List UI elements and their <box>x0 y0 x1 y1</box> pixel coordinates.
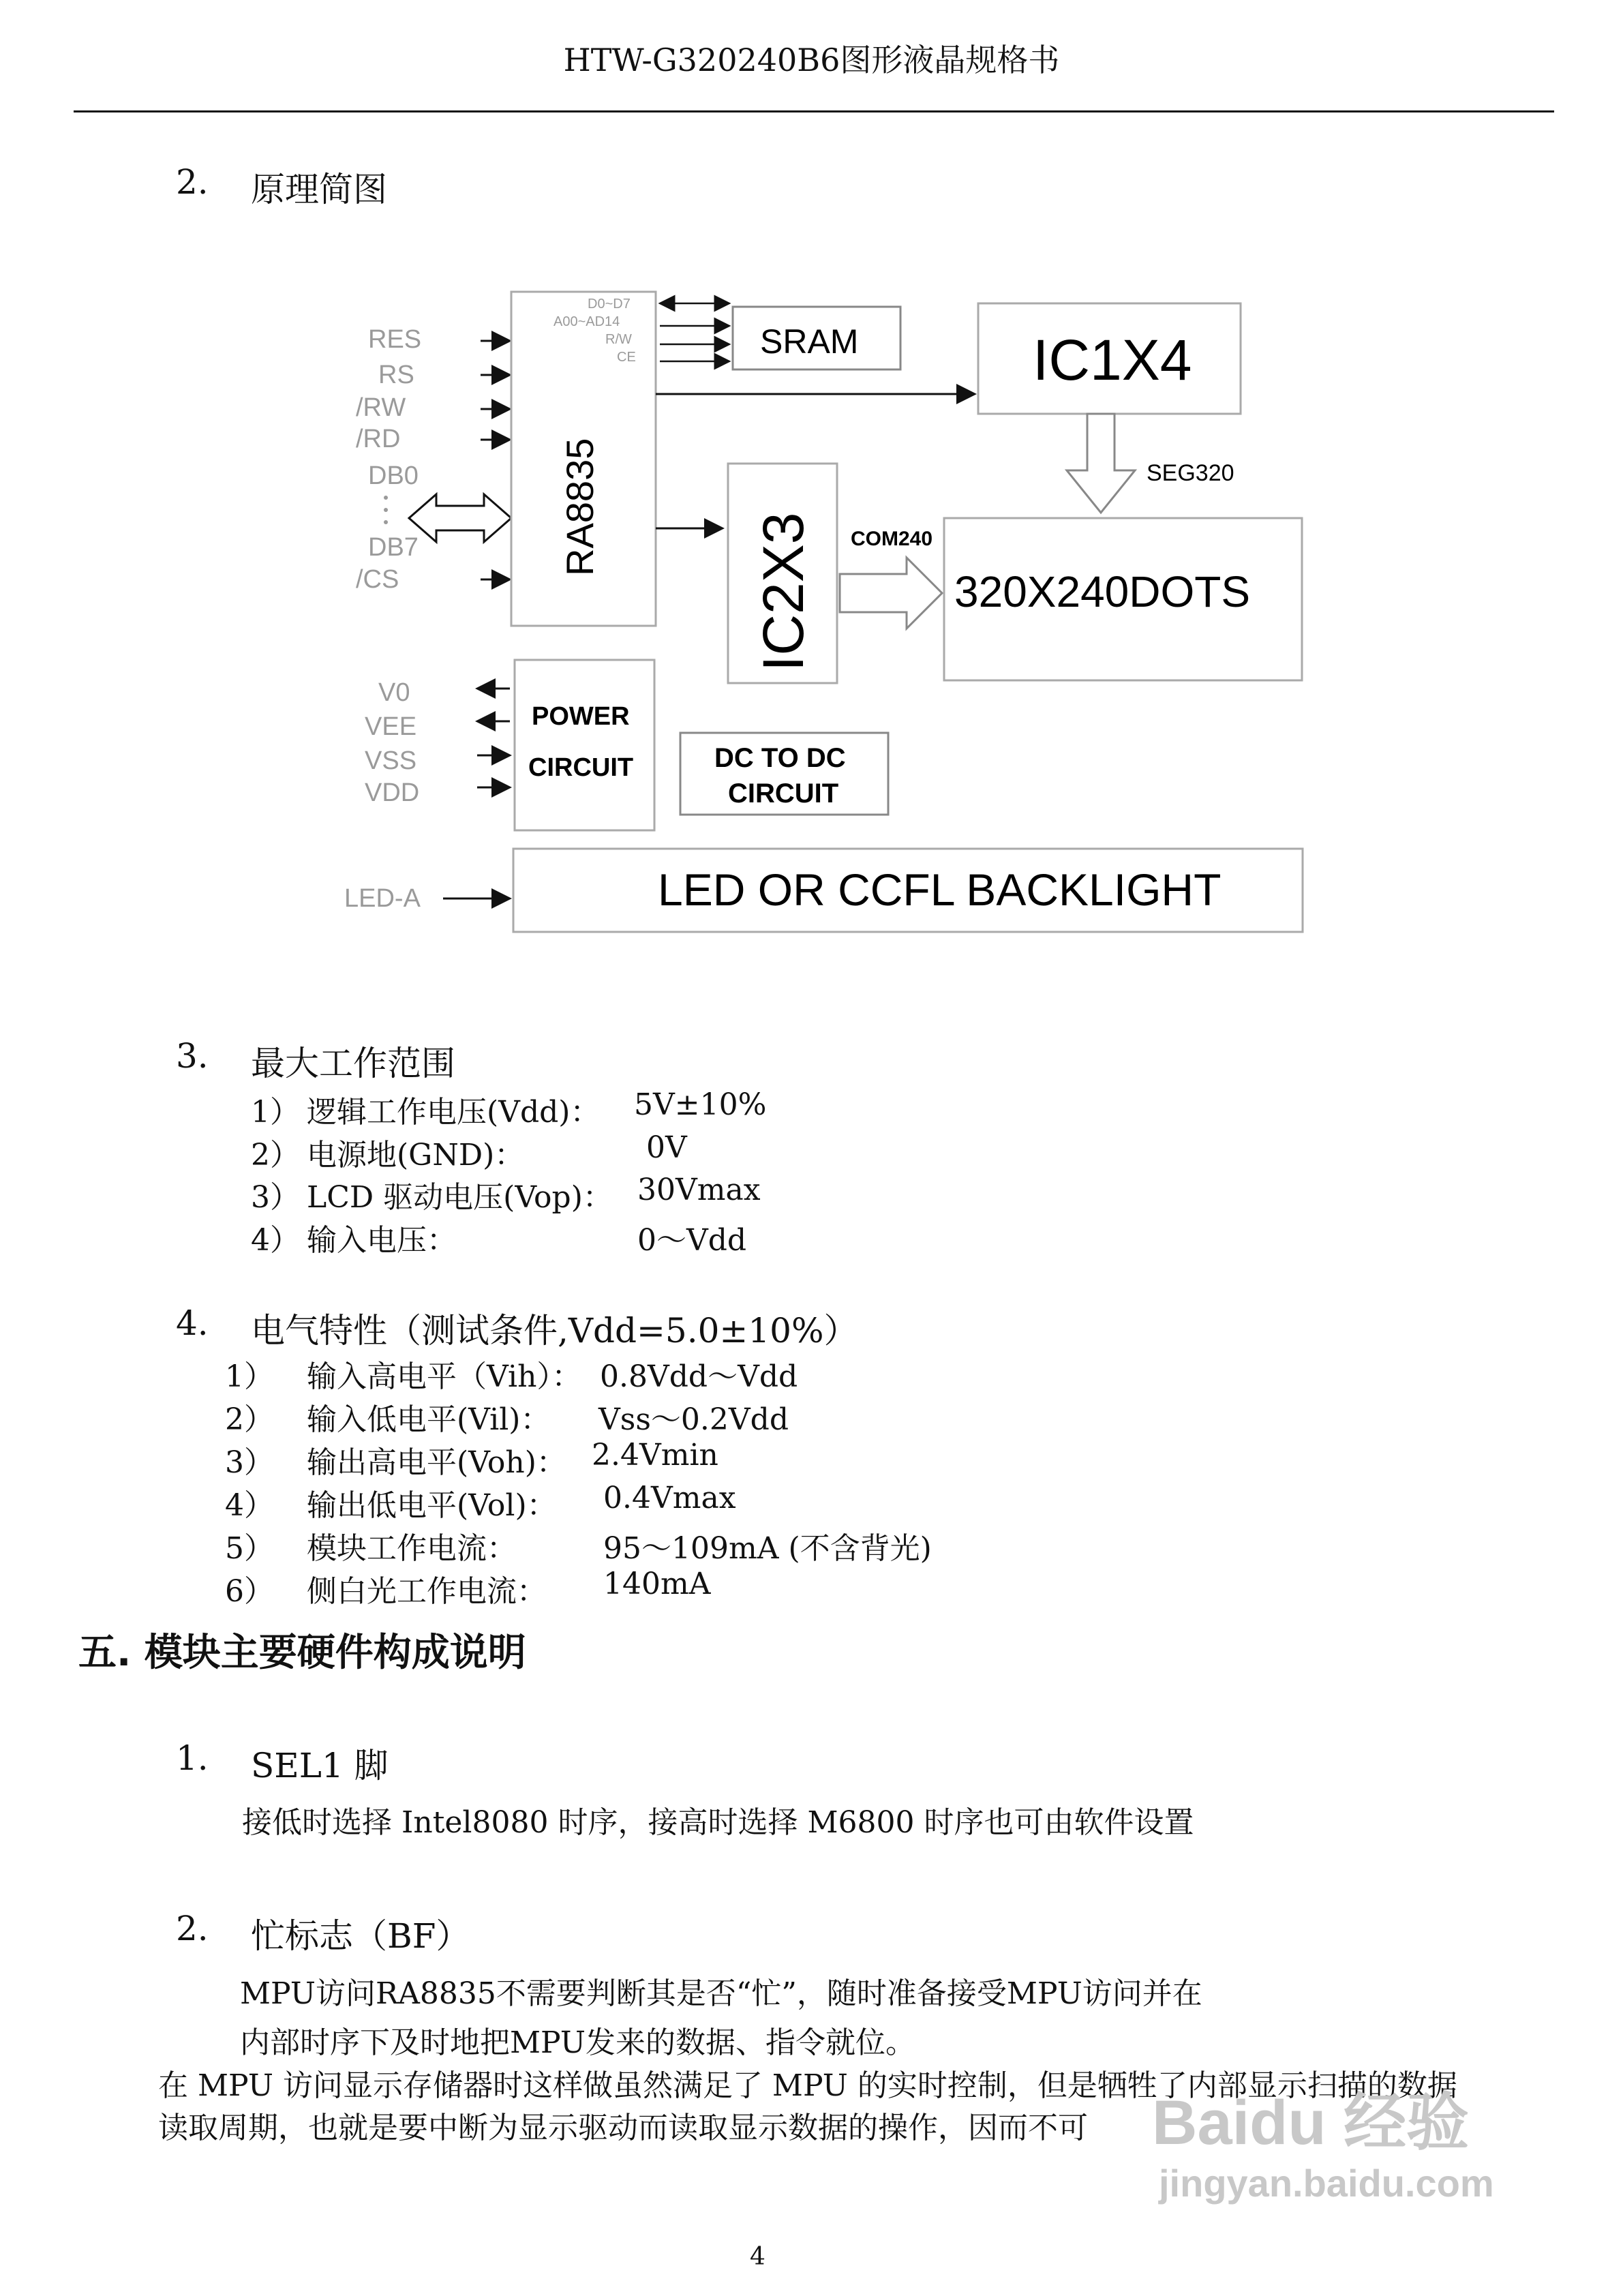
ch5-sub1-number: 1. <box>176 1738 209 1778</box>
bus-label-address: A00~AD14 <box>553 314 620 329</box>
s4-item-label: 侧白光工作电流： <box>307 1574 547 1609</box>
s4-item-label: 输入低电平(Vil)： <box>307 1402 551 1437</box>
signal-vss: VSS <box>365 746 417 775</box>
backlight-label: LED OR CCFL BACKLIGHT <box>658 864 1222 915</box>
power-label-1: POWER <box>532 702 630 731</box>
signal-rd: /RD <box>356 425 401 453</box>
ch5-sub2-line3: 在 MPU 访问显示存储器时这样做虽然满足了 MPU 的实时控制，但是牺牲了内部显示扫描的数据 <box>158 2068 1457 2103</box>
signal-db7: DB7 <box>368 533 419 562</box>
com-right-arrow <box>840 558 942 629</box>
section4-title: 电气特性（测试条件,Vdd=5.0±10%） <box>251 1311 858 1350</box>
chapter5-title: 五. 模块主要硬件构成说明 <box>78 1631 526 1675</box>
section2-number: 2. <box>176 162 209 202</box>
signal-vee: VEE <box>365 712 417 741</box>
ch5-sub2-line4: 读取周期，也就是要中断为显示驱动而读取显示数据的操作，因而不可 <box>158 2111 1088 2145</box>
signal-v0: V0 <box>378 678 410 707</box>
s4-item-label: 输出低电平(Vol)： <box>307 1488 557 1523</box>
db-vertical-dots <box>384 496 388 524</box>
bus-label-d0d7: D0~D7 <box>588 297 631 312</box>
s3-item-label: 输入电压： <box>307 1223 457 1258</box>
ch5-sub1-text: 接低时选择 Intel8080 时序，接高时选择 M6800 时序也可由软件设置 <box>242 1805 1194 1840</box>
s4-item-value: 140mA <box>603 1567 711 1601</box>
s4-item-idx: 4） <box>225 1488 274 1523</box>
baidu-watermark-url: jingyan.baidu.com <box>1159 2162 1494 2205</box>
signal-vdd: VDD <box>365 779 420 807</box>
section4-number: 4. <box>176 1303 209 1343</box>
signal-db0: DB0 <box>368 462 419 490</box>
bus-label-ce: CE <box>617 350 636 365</box>
ra8835-label: RA8835 <box>558 438 601 576</box>
seg-label: SEG320 <box>1147 460 1234 486</box>
s4-item-idx: 6） <box>225 1574 274 1609</box>
lcd-panel-label: 320X240DOTS <box>954 567 1251 616</box>
s3-item-value: 0V <box>646 1130 687 1165</box>
section3-title: 最大工作范围 <box>251 1044 455 1083</box>
signal-led-a: LED-A <box>344 884 421 913</box>
input-arrows <box>481 341 510 579</box>
s4-item-label: 输出高电平(Voh)： <box>307 1445 566 1480</box>
signal-res: RES <box>368 325 422 354</box>
ch5-sub2-number: 2. <box>176 1909 209 1948</box>
signal-cs: /CS <box>356 565 399 594</box>
s3-item-value: 0～Vdd <box>637 1223 747 1258</box>
ch5-sub2-title: 忙标志（BF） <box>251 1916 470 1956</box>
s3-item-idx: 1） <box>251 1095 300 1130</box>
signal-rw: /RW <box>356 393 406 422</box>
com-label: COM240 <box>851 528 933 550</box>
section2-title: 原理简图 <box>251 170 387 209</box>
power-circuit-block <box>515 660 654 830</box>
signal-rs: RS <box>378 361 414 389</box>
s4-item-idx: 5） <box>225 1531 274 1566</box>
s4-item-idx: 1） <box>225 1359 274 1394</box>
block-diagram <box>0 0 1623 954</box>
ch5-sub2-line2: 内部时序下及时地把MPU发来的数据、指令就位。 <box>240 2025 915 2060</box>
s3-item-value: 5V±10% <box>634 1087 767 1122</box>
s4-item-value: 0.4Vmax <box>603 1481 736 1515</box>
s3-item-label: LCD 驱动电压(Vop)： <box>307 1180 613 1215</box>
s4-item-value: 95～109mA (不含背光) <box>603 1531 932 1566</box>
sram-label: SRAM <box>760 322 859 361</box>
s3-item-value: 30Vmax <box>637 1173 761 1207</box>
sram-bus-arrows <box>660 303 729 361</box>
baidu-watermark-logo: Baidu 经验 <box>1152 2088 1470 2158</box>
s3-item-idx: 3） <box>251 1180 300 1215</box>
s4-item-value: Vss～0.2Vdd <box>598 1402 789 1437</box>
s4-item-value: 0.8Vdd～Vdd <box>600 1359 798 1394</box>
document-header-title: HTW-G320240B6图形液晶规格书 <box>563 42 1060 78</box>
ch5-sub2-line1: MPU访问RA8835不需要判断其是否“忙”，随时准备接受MPU访问并在 <box>240 1976 1202 2011</box>
power-label-2: CIRCUIT <box>528 753 634 782</box>
s4-item-label: 模块工作电流： <box>307 1531 517 1566</box>
s3-item-idx: 4） <box>251 1223 300 1258</box>
dcdc-label-2: CIRCUIT <box>728 779 839 809</box>
s3-item-label: 电源地(GND)： <box>307 1138 525 1173</box>
databus-double-arrow <box>409 494 511 542</box>
s4-item-idx: 3） <box>225 1445 274 1480</box>
s3-item-idx: 2） <box>251 1138 300 1173</box>
s4-item-value: 2.4Vmin <box>592 1438 718 1472</box>
seg-down-arrow <box>1067 414 1135 513</box>
s4-item-idx: 2） <box>225 1402 274 1437</box>
s4-item-label: 输入高电平（Vih）： <box>307 1359 582 1394</box>
bus-label-rw: R/W <box>605 332 632 347</box>
section3-number: 3. <box>176 1036 209 1076</box>
power-arrows <box>477 689 510 787</box>
s3-item-label: 逻辑工作电压(Vdd)： <box>307 1095 601 1130</box>
ch5-sub1-title: SEL1 脚 <box>251 1746 389 1785</box>
ic1-label: IC1X4 <box>1033 328 1192 392</box>
dcdc-label-1: DC TO DC <box>714 743 846 773</box>
ic2-label: IC2X3 <box>751 512 815 671</box>
page-number: 4 <box>750 2243 765 2271</box>
